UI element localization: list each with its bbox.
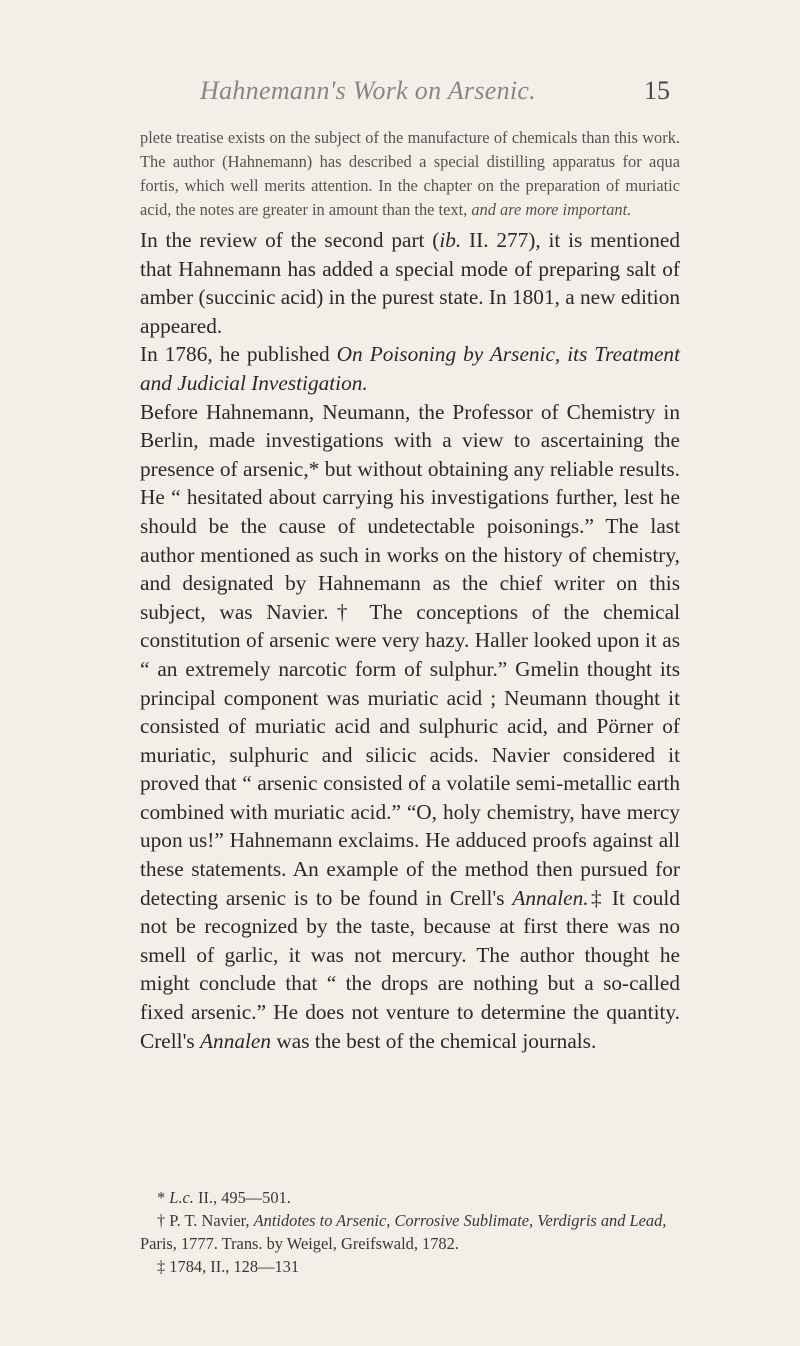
paragraph-emphasis: ib.	[439, 228, 462, 252]
page-header	[140, 76, 670, 116]
main-text	[140, 226, 680, 1055]
journal-title: Annalen.	[512, 885, 589, 910]
paragraph-text: In 1786, he published	[140, 342, 337, 367]
footnote-mark: †	[157, 1211, 170, 1230]
footnotes	[140, 1186, 680, 1278]
small-paragraph-emphasis: and are more important.	[471, 200, 632, 219]
small-print-paragraph	[140, 126, 680, 222]
running-title: Hahnemann's Work on Arsenic.	[200, 76, 537, 105]
footnote-text: II., 495—501.	[193, 1188, 291, 1207]
footnote-2	[140, 1209, 680, 1255]
paragraph-1786	[140, 340, 680, 397]
paragraph-text: II. 277), it is mentioned that Hahnemann has added a special mode of preparing salt of amber (succinic acid) in the purest state. In 1801, a new edition appeared.	[140, 228, 680, 338]
journal-title: Annalen	[200, 1028, 272, 1053]
footnote-text: Paris, 1777. Trans. by Weigel, Greifswald, 1782.	[140, 1234, 459, 1253]
footnote-mark: ‡	[157, 1257, 170, 1276]
paragraph-text: ‡ It could not be recognized by the taste, because at first there was no smell of garlic, it was not mercury. The author thought he might conclude that “ the drops are nothing but a so-called fixed arsenic.” He does not venture to determine the quantity. Crell's	[140, 885, 680, 1053]
footnote-emphasis: Antidotes to Arsenic, Corrosive Sublimate, Verdigris and Lead,	[253, 1211, 667, 1230]
footnote-3	[140, 1255, 680, 1278]
book-title: On Poisoning by Arsenic, its Treatment and Judicial Investigation.	[140, 342, 680, 395]
page-number: 15	[644, 76, 670, 105]
paragraph-text: In the review of the second part (	[140, 228, 440, 252]
footnote-emphasis: L.c.	[169, 1188, 194, 1207]
footnote-1	[140, 1186, 680, 1209]
paragraph-text: was the best of the chemical journals.	[271, 1028, 597, 1053]
footnote-text: 1784, II., 128—131	[169, 1257, 300, 1276]
paragraph-review	[140, 226, 680, 340]
small-paragraph-text: plete treatise exists on the subject of the manufacture of chemicals than this work. The author (Hahnemann) has described a special distilling apparatus for aqua fortis, which well merits attention. In the chapter on the preparation of muriatic acid, the notes are greater in amount than the text,	[140, 128, 680, 219]
footnote-text: P. T. Navier,	[169, 1211, 254, 1230]
footnote-mark: *	[157, 1188, 170, 1207]
paragraph-neumann	[140, 398, 680, 1056]
paragraph-text: Before Hahnemann, Neumann, the Professor of Chemistry in Berlin, made investigations with a view to ascertaining the presence of arsenic,* but without obtaining any reliable results. He “ hesitated about carrying his investigations further, lest he should be the cause of undetectable poisonings.” The last author mentioned as such in works on the history of chemistry, and designated by Hahnemann as the chief writer on this subject, was Navier.† The conceptions of the chemical constitution of arsenic were very hazy. Haller looked upon it as “ an extremely narcotic form of sulphur.” Gmelin thought its principal component was muriatic acid ; Neumann thought it consisted of muriatic acid and sulphuric acid, and Pörner of muriatic, sulphuric and silicic acids. Navier considered it proved that “ arsenic consisted of a volatile semi-metallic earth combined with muriatic acid.” “O, holy chemistry, have mercy upon us!” Hahnemann exclaims. He adduced proofs against all these statements. An example of the method then pursued for detecting arsenic is to be found in Crell's	[140, 399, 680, 910]
